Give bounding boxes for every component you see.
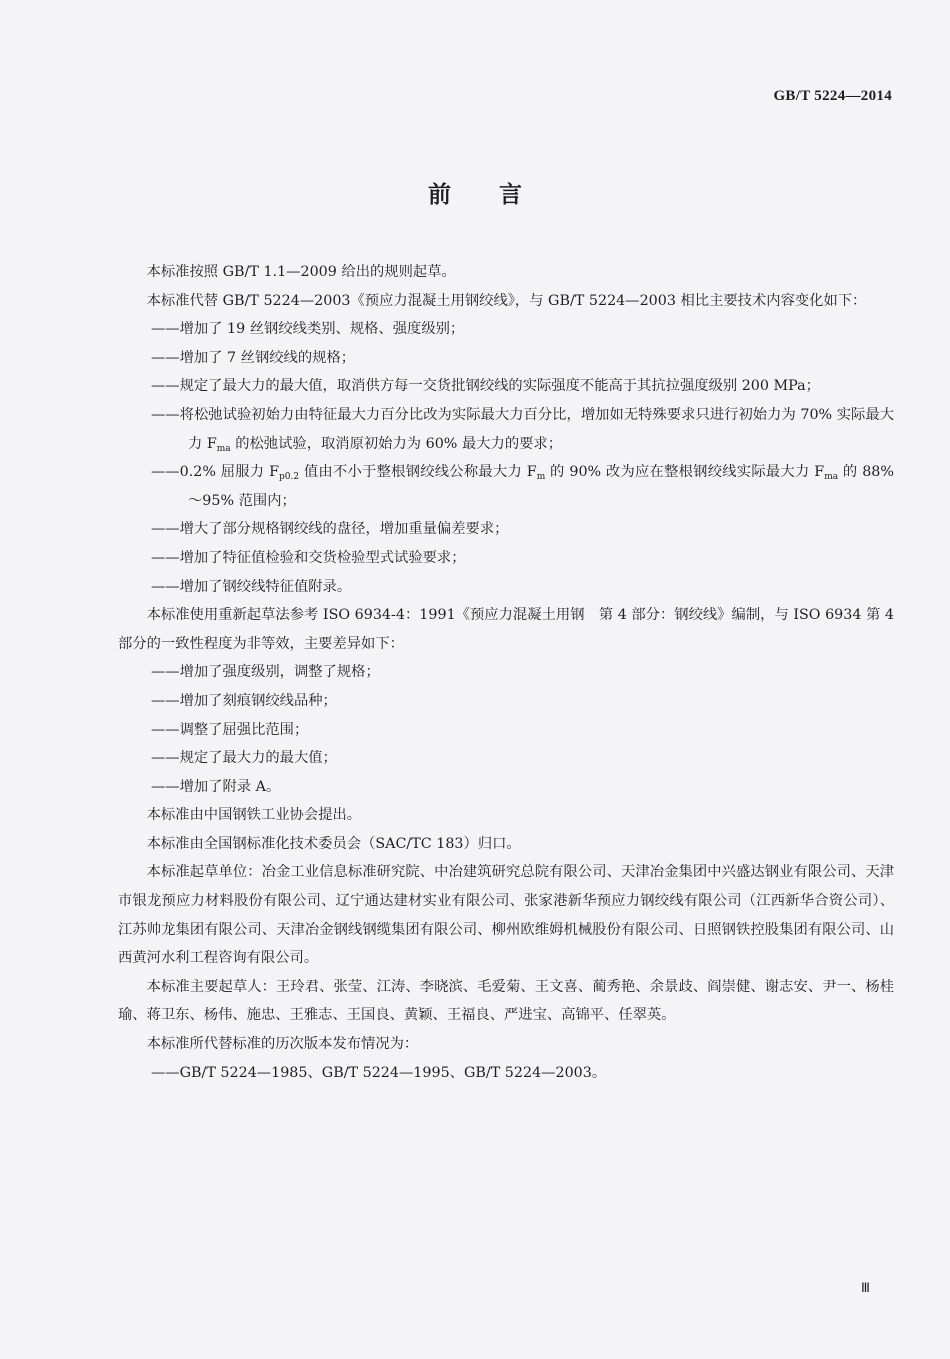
paragraph-drafting-rule: 本标准按照 GB/T 1.1—2009 给出的规则起草。 [146, 264, 456, 280]
paragraph-iso-reference: 本标准使用重新起草法参考 ISO 6934-4：1991《预应力混凝土用钢 第 4 部分：钢绞线》编制，与 ISO 6934 第 4 部分的一致性程度为非等效，主要差异如下： [118, 607, 894, 652]
paragraph-drafting-units: 本标准起草单位：冶金工业信息标准研究院、中冶建筑研究总院有限公司、天津冶金集团中兴盛达钢业有限公司、天津市银龙预应力材料股份有限公司、辽宁通达建材实业有限公司、张家港新华预应力钢绞线有限公司（江西新华合资公司）、江苏帅龙集团有限公司、天津冶金钢线钢缆集团有限公司、柳州欧维姆机械股份有限公司、日照钢铁控股集团有限公司、山西黄河水利工程咨询有限公司。 [118, 864, 894, 967]
paragraph-replacement: 本标准代替 GB/T 5224—2003《预应力混凝土用钢绞线》，与 GB/T 5224—2003 相比主要技术内容变化如下： [146, 292, 867, 309]
page-title: 前 言 [427, 182, 542, 208]
list-item: ——增加了特征值检验和交货检验型式试验要求； [151, 549, 466, 566]
foreword-body [118, 258, 894, 1087]
subscript: ma [216, 443, 231, 454]
list-item: ——增加了刻痕钢绞线品种； [151, 692, 337, 709]
standard-code: GB/T 5224—2014 [773, 88, 892, 104]
list-item [118, 458, 894, 515]
list-item [118, 401, 894, 458]
list-item: ——增加了强度级别，调整了规格； [151, 664, 380, 681]
list-item: ——规定了最大力的最大值，取消供方每一交货批钢绞线的实际强度不能高于其抗拉强度级别 200 MPa； [151, 378, 820, 395]
subscript: m [536, 472, 546, 483]
list-item: ——增加了 7 丝钢绞线的规格； [151, 349, 356, 366]
paragraph-history: 本标准所代替标准的历次版本发布情况为： [146, 1036, 419, 1053]
subscript: p0.2 [279, 472, 300, 483]
list-item-text: 的松弛试验，取消原初始力为 60% 最大力的要求； [230, 435, 563, 452]
paragraph-administrator: 本标准由全国钢标准化技术委员会（SAC/TC 183）归口。 [146, 835, 521, 852]
list-item-text: ——将松弛试验初始力由特征最大力百分比改为实际最大力百分比，增加如无特殊要求只进行初始力为 70% 实际最大力 F [151, 406, 894, 452]
list-item: ——GB/T 5224—1985、GB/T 5224—1995、GB/T 5224—2003。 [151, 1064, 607, 1081]
page-number: Ⅲ [861, 1280, 870, 1295]
list-item-text: 值由不小于整根钢绞线公称最大力 F [299, 464, 537, 481]
paragraph-drafters: 本标准主要起草人：王玲君、张莹、江涛、李晓滨、毛爱菊、王文喜、蔺秀艳、余景歧、阎崇健、谢志安、尹一、杨桂瑜、蒋卫东、杨伟、施忠、王雅志、王国良、黄颖、王福良、严进宝、高锦平、任翠英。 [118, 978, 894, 1024]
list-item: ——增加了钢绞线特征值附录。 [151, 578, 352, 595]
list-item-text: ——0.2% 屈服力 F [151, 464, 280, 481]
list-item: ——增加了 19 丝钢绞线类别、规格、强度级别； [151, 321, 465, 338]
list-item: ——增大了部分规格钢绞线的盘径，增加重量偏差要求； [151, 521, 509, 538]
paragraph-proposer: 本标准由中国钢铁工业协会提出。 [146, 807, 362, 824]
list-item: ——规定了最大力的最大值； [151, 750, 337, 767]
list-item-text: 的 90% 改为应在整根钢绞线实际最大力 F [545, 464, 825, 481]
list-item-text: 的 88%～95% 范围内； [188, 464, 894, 509]
subscript: ma [824, 472, 839, 483]
list-item: ——增加了附录 A。 [151, 778, 281, 795]
list-item: ——调整了屈强比范围； [151, 721, 309, 738]
